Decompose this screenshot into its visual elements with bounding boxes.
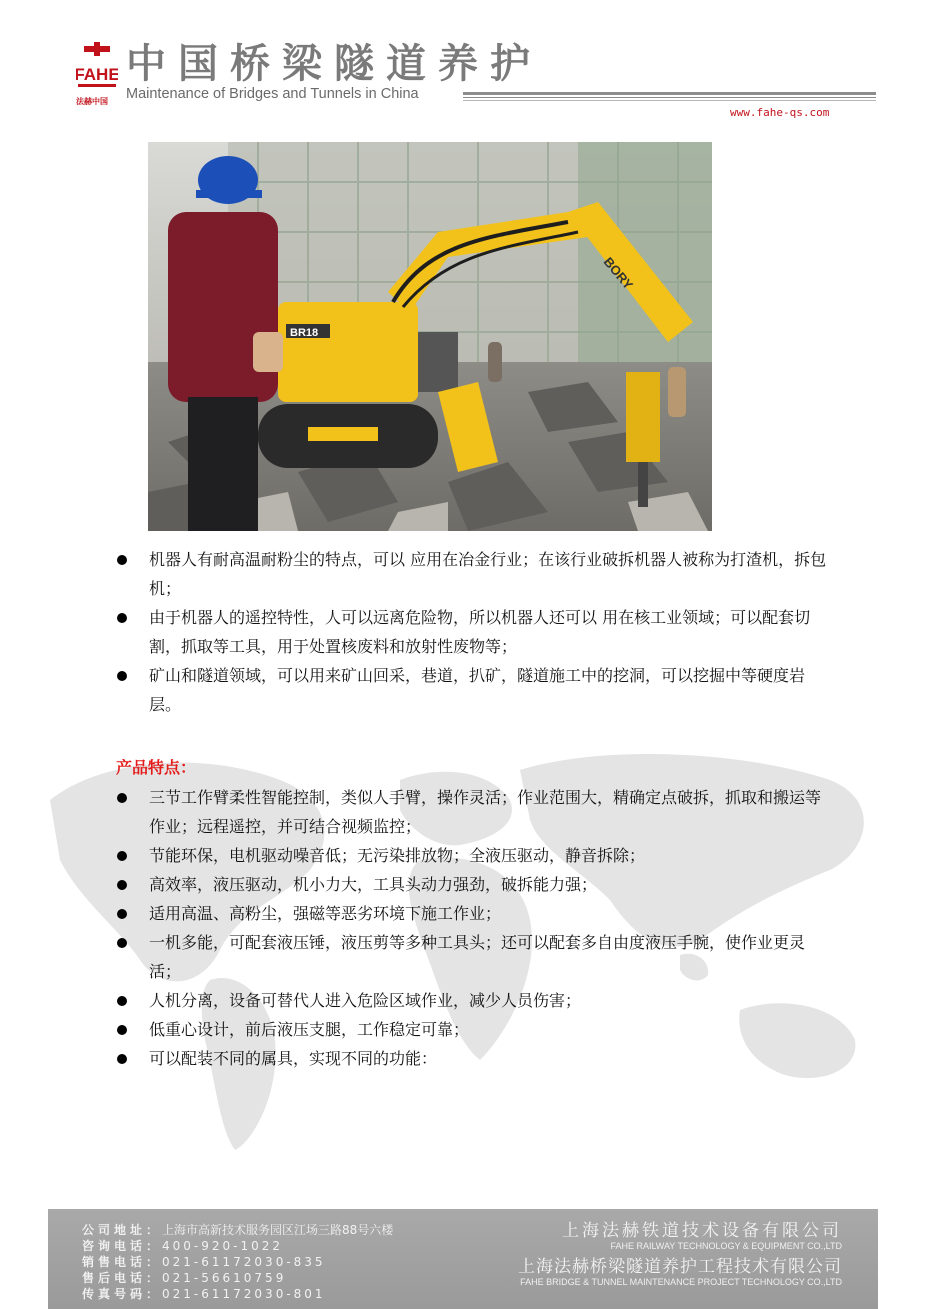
consult-phone-label: 咨询电话： [82,1239,163,1253]
list-item-text: 低重心设计，前后液压支腿，工作稳定可靠； [149,1020,470,1039]
header-rule [463,97,876,98]
company-logo [76,42,118,104]
list-item-text: 人机分离，设备可替代人进入危险区域作业，减少人员伤害； [149,991,582,1010]
website-url[interactable]: www.fahe-qs.com [730,106,830,119]
logo-subtitle: 法赫中国 [76,97,108,106]
consult-phone-value[interactable]: 400-920-1022 [162,1239,284,1253]
list-item [114,545,834,603]
list-item [114,1015,834,1044]
list-item-text: 矿山和隧道领域，可以用来矿山回采，巷道，扒矿，隧道施工中的挖洞，可以挖掘中等硬度岩层。 [149,666,806,714]
logo-text: FAHE [76,65,118,84]
list-item [114,986,834,1015]
bullet-icon [117,613,127,623]
contact-footer [48,1209,878,1309]
list-item-text: 三节工作臂柔性智能控制，类似人手臂，操作灵活；作业范围大，精确定点破拆，抓取和搬运等作业；远程遥控，并可结合视频监控； [149,788,822,836]
address-line [82,1223,393,1237]
list-item-text: 可以配装不同的属具，实现不同的功能： [149,1049,438,1068]
sales-phone-value[interactable]: 021-61172030-835 [162,1255,326,1269]
bullet-icon [117,938,127,948]
bullet-icon [117,880,127,890]
bullet-icon [117,1025,127,1035]
list-item-text: 节能环保，电机驱动噪音低；无污染排放物；全液压驱动，静音拆除； [149,846,646,865]
list-item [114,899,834,928]
after-sales-phone-line [82,1271,286,1285]
bullet-icon [117,1054,127,1064]
list-item [114,1044,834,1073]
consult-phone-line [82,1239,283,1253]
company-name-bridge-en: FAHE BRIDGE & TUNNEL MAINTENANCE PROJECT TECHNOLOGY CO.,LTD [520,1277,842,1287]
company-name-railway-en: FAHE RAILWAY TECHNOLOGY & EQUIPMENT CO.,LTD [610,1241,842,1251]
list-item-text: 适用高温、高粉尘，强磁等恶劣环境下施工作业； [149,904,502,923]
bullet-icon [117,851,127,861]
address-value: 上海市高新技术服务园区江场三路88号六楼 [162,1223,394,1237]
page-subtitle: Maintenance of Bridges and Tunnels in China [126,86,419,102]
header-rule [463,92,876,95]
machine-brand-label: BORY [600,254,637,293]
list-item [114,841,834,870]
bullet-icon [117,671,127,681]
list-item-text: 一机多能，可配套液压锤，液压剪等多种工具头；还可以配套多自由度液压手腕，使作业更灵活； [149,933,806,981]
bullet-icon [117,555,127,565]
sales-phone-label: 销售电话： [82,1255,163,1269]
list-item [114,783,834,841]
demolition-robot-photo [148,142,712,531]
list-item-text: 机器人有耐高温耐粉尘的特点，可以 应用在冶金行业；在该行业破拆机器人被称为打渣机，拆包机； [149,550,827,598]
fax-label: 传真号码： [82,1287,163,1301]
list-item-text: 高效率，液压驱动，机小力大，工具头动力强劲，破拆能力强； [149,875,598,894]
bullet-icon [117,793,127,803]
after-sales-phone-label: 售后电话： [82,1271,163,1285]
list-item [114,870,834,899]
after-sales-phone-value[interactable]: 021-56610759 [162,1271,287,1285]
company-name-bridge: 上海法赫桥梁隧道养护工程技术有限公司 [518,1257,842,1277]
company-name-railway: 上海法赫铁道技术设备有限公司 [562,1221,842,1241]
sales-phone-line [82,1255,326,1269]
machine-model-label: BR18 [290,327,319,339]
bullet-icon [117,996,127,1006]
bullet-icon [117,909,127,919]
features-list [114,783,834,1073]
header-rule [463,100,876,101]
page-title: 中国桥梁隧道养护 [126,41,542,87]
fax-value: 021-61172030-801 [162,1287,326,1301]
address-label: 公司地址： [82,1223,163,1237]
list-item [114,661,834,719]
list-item [114,603,834,661]
fax-line [82,1287,326,1301]
list-item-text: 由于机器人的遥控特性，人可以远离危险物，所以机器人还可以 用在核工业领域；可以配套切割，抓取等工具，用于处置核废料和放射性废物等； [149,608,811,656]
list-item [114,928,834,986]
application-list [114,545,834,719]
features-heading: 产品特点： [116,758,197,777]
